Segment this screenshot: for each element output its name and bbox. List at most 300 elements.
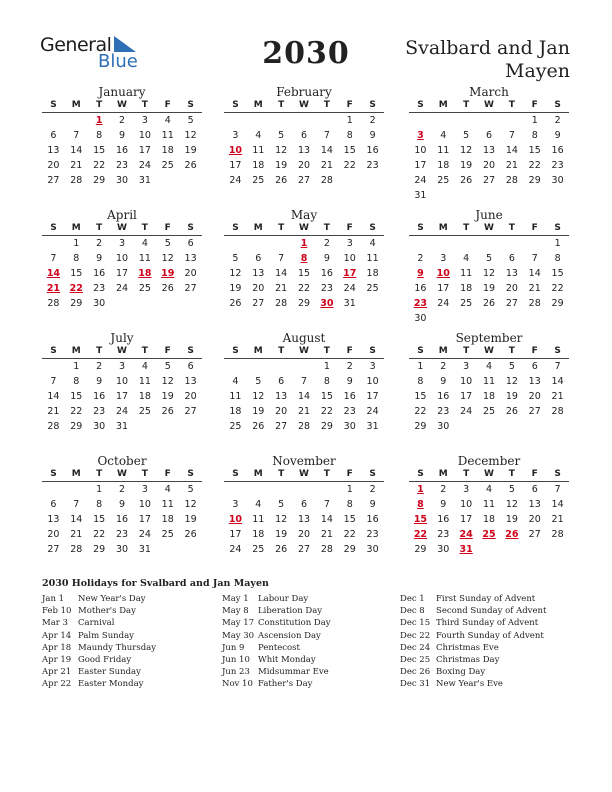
day-cell: 25 [229,421,242,432]
day-cell: 29 [343,544,356,555]
day-cell: 30 [437,544,450,555]
day-cell: 18 [161,145,174,156]
weekday-label: S [554,346,561,356]
day-cell: 5 [463,130,470,141]
week-row [42,296,202,311]
day-cell: 6 [531,484,538,495]
day-cell: 23 [343,406,356,417]
day-cell [523,542,546,557]
day-cell [523,188,546,203]
holiday-date: Jun 9 [222,642,245,653]
day-cell [293,359,316,374]
holiday-date: Mar 3 [42,618,68,629]
day-cell [65,113,88,128]
day-cell: 18 [366,268,379,279]
weekday-label: T [278,469,285,479]
day-cell: 25 [252,175,265,186]
day-cell: 1 [73,361,80,372]
weekday-label: S [369,100,376,110]
day-cell: 4 [141,361,148,372]
weekday-label: W [484,100,494,110]
day-cell: 28 [551,406,564,417]
day-cell: 28 [551,529,564,540]
week-row [224,389,384,404]
day-cell [65,482,88,497]
day-cell: 20 [482,160,496,171]
day-cell: 19 [184,514,197,525]
holiday-name: First Sunday of Advent [436,594,536,604]
day-cell: 23 [320,283,333,294]
week-row [42,482,202,497]
holiday-item [400,617,570,629]
day-cell: 25 [252,544,265,555]
day-cell: 22 [528,160,541,171]
day-cell: 27 [297,175,311,186]
day-cell: 27 [505,298,518,309]
holiday-date: May 8 [222,606,249,617]
day-cell: 26 [482,298,496,309]
week-row [42,251,202,266]
month-september [409,331,569,434]
day-cell: 24 [229,544,242,555]
logo-word-blue: Blue [98,51,138,72]
day-cell [523,236,546,251]
day-cell: 23 [93,406,106,417]
day-cell: 2 [96,238,103,249]
day-cell: 30 [343,421,356,432]
month-june [409,208,569,326]
weekday-label: M [438,346,448,356]
day-cell: 20 [297,529,311,540]
day-cell: 11 [161,130,174,141]
day-cell: 8 [417,376,424,387]
day-cell: 13 [252,268,265,279]
holiday-date: Apr 22 [42,679,72,690]
day-cell: 26 [275,175,288,186]
weekday-label: W [484,469,494,479]
day-cell: 13 [297,145,311,156]
day-cell: 8 [323,376,330,387]
holiday-date: Apr 14 [42,630,72,641]
day-cell: 29 [528,175,541,186]
day-cell: 5 [187,484,194,495]
week-row [409,482,569,497]
day-cell [179,419,202,434]
day-cell: 9 [346,376,353,387]
day-cell: 17 [460,514,473,525]
day-cell [247,359,270,374]
day-cell [478,542,501,557]
holiday-name: Maundy Thursday [78,642,157,653]
day-cell [478,236,501,251]
day-cell: 9 [118,499,126,510]
day-cell: 17 [138,514,151,525]
day-cell: 23 [437,529,450,540]
weekday-label: T [141,469,148,479]
holiday-date: Dec 8 [400,606,425,617]
day-cell: 7 [323,130,330,141]
day-cell: 5 [508,361,515,372]
day-cell: 29 [414,544,427,555]
day-cell [270,113,293,128]
day-cell: 11 [138,253,151,264]
day-cell: 13 [184,376,197,387]
day-cell: 25 [482,529,496,540]
day-cell: 19 [229,283,242,294]
weekday-label: W [484,223,494,233]
holiday-name: Constitution Day [258,618,331,629]
day-cell: 8 [73,253,80,264]
weekday-label: M [253,100,263,110]
holiday-name: Ascension Day [258,630,321,641]
day-cell: 11 [482,376,496,387]
day-cell: 25 [161,160,174,171]
day-cell: 18 [252,529,265,540]
weekday-label: M [253,346,263,356]
day-cell: 22 [93,160,106,171]
day-cell: 13 [528,499,541,510]
day-cell: 9 [96,376,103,387]
day-cell: 2 [417,253,424,264]
weekday-label: T [323,346,330,356]
week-row [42,173,202,188]
month-name: June [475,208,503,222]
week-row [409,311,569,326]
day-cell: 24 [366,406,379,417]
holiday-name: Pentecost [258,642,300,653]
day-cell: 12 [229,268,242,279]
day-cell: 27 [528,406,541,417]
day-cell: 21 [275,283,288,294]
month-name: February [276,85,332,99]
day-cell: 12 [505,376,518,387]
holiday-item [400,630,570,642]
day-cell: 17 [229,529,242,540]
day-cell [500,188,523,203]
weekday-label: T [323,469,330,479]
weekday-label: T [278,346,285,356]
weekday-label: M [71,346,81,356]
day-cell: 5 [232,253,239,264]
day-cell: 12 [184,499,197,510]
holiday-date: Dec 24 [400,642,431,653]
day-cell: 24 [115,406,129,417]
day-cell: 29 [70,298,83,309]
day-cell: 22 [413,529,428,540]
day-cell: 11 [138,376,151,387]
weekday-header [409,222,569,236]
holiday-name: Good Friday [78,654,132,665]
day-cell: 6 [187,361,194,372]
weekday-label: S [369,469,376,479]
holiday-item [222,605,392,617]
weekday-label: T [96,223,103,233]
day-cell [523,419,546,434]
month-january [42,85,202,188]
day-cell: 31 [138,544,151,555]
week-row [224,512,384,527]
day-cell: 2 [346,361,353,372]
day-cell: 20 [184,268,197,279]
day-cell [42,482,65,497]
month-name: May [290,208,318,222]
day-cell: 1 [554,238,561,249]
week-row [42,359,202,374]
day-cell: 17 [115,391,129,402]
weekday-label: T [96,469,103,479]
week-row [224,266,384,281]
week-row [224,251,384,266]
day-cell: 29 [551,298,564,309]
day-cell: 26 [161,283,174,294]
weekday-label: F [346,100,353,110]
day-cell: 13 [482,145,496,156]
day-cell: 13 [47,514,60,525]
day-cell: 18 [252,160,265,171]
day-cell: 16 [115,145,129,156]
day-cell: 17 [138,145,151,156]
day-cell: 19 [252,406,265,417]
day-cell: 29 [414,421,427,432]
day-cell: 21 [551,391,564,402]
day-cell: 31 [459,544,473,555]
day-cell: 29 [70,421,83,432]
day-cell [270,482,293,497]
day-cell: 31 [343,298,356,309]
weekday-label: S [369,346,376,356]
weekday-label: F [346,223,353,233]
weekday-label: M [438,100,448,110]
weekday-label: S [417,346,424,356]
week-row [42,374,202,389]
day-cell: 22 [69,283,83,294]
week-row [42,158,202,173]
day-cell: 15 [93,145,106,156]
day-cell [156,173,179,188]
weekday-label: T [463,100,470,110]
weekday-header [224,99,384,113]
holiday-item [42,678,212,690]
day-cell: 30 [93,298,106,309]
week-row [409,527,569,542]
day-cell [179,542,202,557]
day-cell: 15 [551,268,564,279]
day-cell [455,419,478,434]
month-name: September [455,331,523,345]
day-cell: 21 [551,514,564,525]
day-cell: 12 [505,499,518,510]
day-cell: 16 [93,268,106,279]
weekday-label: M [253,469,263,479]
day-cell [455,188,478,203]
weekday-label: T [141,346,148,356]
day-cell: 2 [118,115,126,126]
weekday-label: S [232,346,239,356]
weekday-header [409,345,569,359]
day-cell: 23 [115,160,129,171]
holiday-item [222,654,392,666]
day-cell: 2 [554,115,561,126]
day-cell [478,419,501,434]
day-cell: 26 [184,160,197,171]
day-cell: 17 [414,160,427,171]
weekday-label: S [187,100,194,110]
day-cell [293,113,316,128]
weekday-header [224,345,384,359]
day-cell [455,236,478,251]
day-cell: 25 [138,406,151,417]
holiday-name: Carnival [78,618,115,629]
day-cell: 25 [460,298,473,309]
day-cell: 1 [417,484,424,495]
holiday-item [400,678,570,690]
day-cell: 11 [482,499,496,510]
day-cell [156,542,179,557]
day-cell: 22 [414,406,427,417]
holidays-title: 2030 Holidays for Svalbard and Jan Mayen [42,578,269,589]
day-cell: 19 [505,391,518,402]
day-cell: 6 [278,376,285,387]
day-cell: 11 [161,499,174,510]
day-cell: 18 [229,406,242,417]
month-april [42,208,202,311]
month-name: July [110,331,134,345]
day-cell: 16 [437,391,450,402]
week-row [42,389,202,404]
weekday-label: M [438,223,448,233]
day-cell: 16 [320,268,333,279]
holiday-name: New Year's Eve [436,679,503,690]
week-row [224,236,384,251]
week-row [224,128,384,143]
day-cell [546,419,569,434]
weekday-label: W [484,346,494,356]
day-cell: 26 [275,544,288,555]
holiday-item [400,642,570,654]
day-cell [179,296,202,311]
day-cell: 3 [346,238,353,249]
day-cell: 21 [320,529,333,540]
weekday-label: W [117,469,127,479]
day-cell: 3 [118,238,126,249]
month-may [224,208,384,311]
day-cell: 22 [297,283,311,294]
day-cell: 10 [228,514,243,525]
day-cell [455,113,478,128]
holiday-item [42,630,212,642]
week-row [409,143,569,158]
day-cell: 15 [320,391,333,402]
day-cell: 5 [164,361,171,372]
day-cell: 7 [50,253,57,264]
day-cell: 26 [460,175,473,186]
day-cell: 20 [252,283,265,294]
weekday-label: S [50,469,57,479]
holiday-column [222,593,392,691]
day-cell: 21 [70,160,83,171]
weekday-label: F [164,223,171,233]
day-cell [224,113,247,128]
day-cell: 21 [528,283,541,294]
day-cell: 2 [440,484,447,495]
day-cell: 19 [275,160,288,171]
day-cell [546,311,569,326]
day-cell: 3 [440,253,447,264]
day-cell: 28 [320,175,333,186]
day-cell: 1 [417,361,424,372]
day-cell: 20 [528,391,541,402]
day-cell: 2 [323,238,330,249]
day-cell [247,113,270,128]
holiday-item [400,605,570,617]
day-cell: 9 [323,253,330,264]
day-cell [546,542,569,557]
day-cell: 5 [164,238,171,249]
day-cell [523,311,546,326]
day-cell: 4 [485,361,493,372]
day-cell: 23 [551,160,564,171]
weekday-label: F [164,346,171,356]
day-cell: 8 [417,499,424,510]
day-cell: 17 [460,391,473,402]
day-cell [111,296,134,311]
day-cell: 15 [413,514,428,525]
day-cell: 9 [96,253,103,264]
day-cell: 14 [275,268,288,279]
holiday-name: Mother's Day [78,606,136,617]
holiday-date: Dec 31 [400,679,431,690]
day-cell: 18 [460,283,473,294]
day-cell: 17 [229,160,242,171]
day-cell: 4 [485,484,493,495]
day-cell: 28 [47,421,60,432]
day-cell: 15 [70,268,83,279]
day-cell: 14 [70,514,83,525]
day-cell: 16 [343,391,356,402]
day-cell: 22 [343,529,356,540]
day-cell: 20 [275,406,288,417]
day-cell: 12 [275,145,288,156]
day-cell: 5 [278,499,285,510]
day-cell: 19 [275,529,288,540]
day-cell: 23 [93,283,106,294]
day-cell: 16 [93,391,106,402]
holiday-name: Midsummar Eve [258,667,329,678]
week-row [409,266,569,281]
day-cell: 17 [437,283,450,294]
day-cell: 12 [184,130,197,141]
holiday-name: Easter Monday [78,679,144,690]
logo-word-general: General [40,34,112,56]
day-cell: 28 [297,421,311,432]
month-december [409,454,569,557]
weekday-label: T [96,346,103,356]
day-cell: 29 [320,421,333,432]
day-cell [179,173,202,188]
day-cell: 9 [369,499,376,510]
week-row [409,113,569,128]
day-cell: 30 [437,421,450,432]
day-cell: 21 [505,160,518,171]
month-name: December [457,454,521,468]
day-cell: 7 [531,253,538,264]
day-cell: 6 [300,499,308,510]
holiday-item [222,666,392,678]
month-name: August [282,331,326,345]
day-cell [432,113,455,128]
day-cell: 4 [440,130,447,141]
day-cell: 8 [531,130,538,141]
